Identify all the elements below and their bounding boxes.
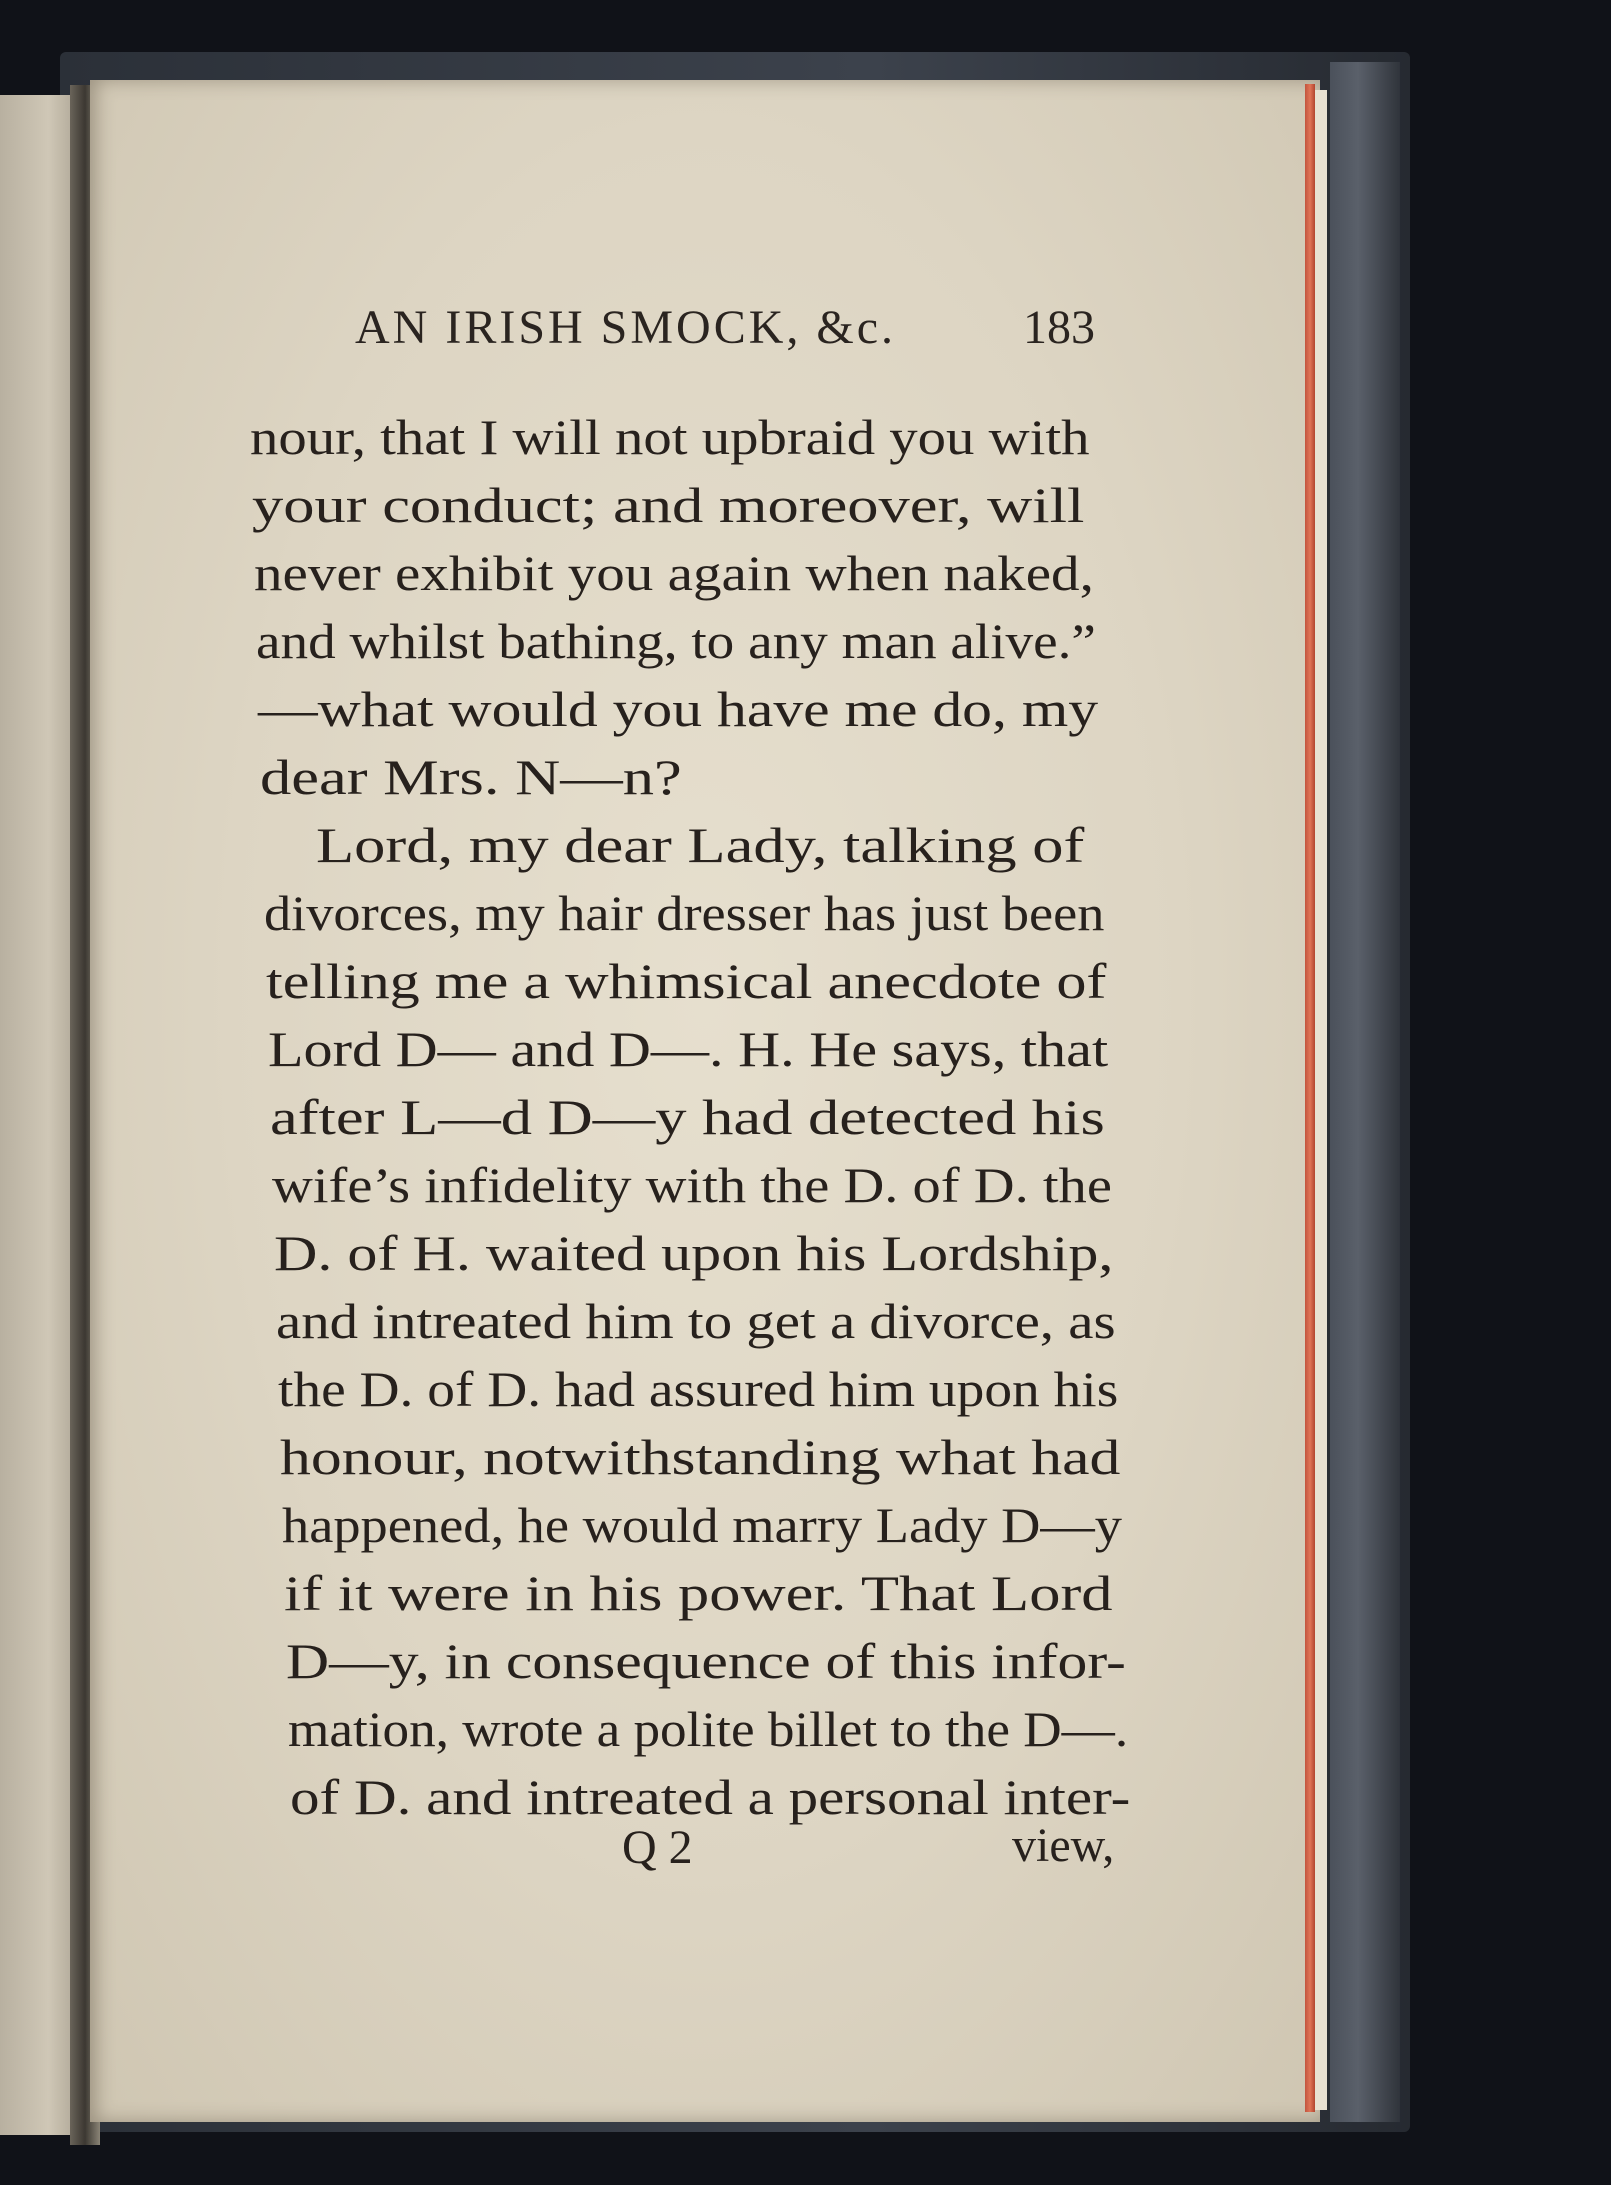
red-page-edge [1305, 84, 1315, 2112]
text-line: honour, notwithstanding what had [280, 1429, 1121, 1485]
text-line: and whilst bathing, to any man alive.” [256, 613, 1096, 669]
text-line: never exhibit you again when naked, [254, 545, 1094, 601]
text-line: mation, wrote a polite billet to the D—. [288, 1701, 1129, 1757]
text-line: of D. and intreated a personal inter- [290, 1769, 1131, 1825]
text-line: dear Mrs. N—n? [260, 749, 682, 805]
running-head [355, 300, 1095, 370]
cover-edge [1330, 62, 1400, 2122]
text-line: divorces, my hair dresser has just been [264, 885, 1105, 941]
text-line: after L—d D—y had detected his [270, 1089, 1105, 1145]
signature-mark: Q 2 [622, 1821, 693, 1874]
text-line: your conduct; and moreover, will [252, 477, 1085, 533]
text-line: nour, that I will not upbraid you with [250, 409, 1090, 465]
catchword: view, [1012, 1819, 1115, 1872]
page-number: 183 [1023, 301, 1095, 354]
text-line: Lord D— and D—. H. He says, that [268, 1021, 1109, 1077]
text-line: telling me a whimsical anecdote of [266, 953, 1107, 1009]
text-line: —what would you have me do, my [258, 681, 1099, 737]
text-line: D—y, in consequence of this infor- [286, 1633, 1126, 1689]
text-line: if it were in his power. That Lord [284, 1565, 1113, 1621]
text-line: and intreated him to get a divorce, as [276, 1293, 1116, 1349]
text-line: wife’s infidelity with the D. of D. the [272, 1157, 1112, 1213]
running-head-title: AN IRISH SMOCK, &c. [355, 301, 897, 354]
text-line: the D. of D. had assured him upon his [278, 1361, 1119, 1417]
page-edge [1315, 90, 1327, 2110]
text-line: happened, he would marry Lady D—y [282, 1497, 1122, 1553]
text-line: Lord, my dear Lady, talking of [316, 817, 1085, 873]
text-line: D. of H. waited upon his Lordship, [274, 1225, 1114, 1281]
